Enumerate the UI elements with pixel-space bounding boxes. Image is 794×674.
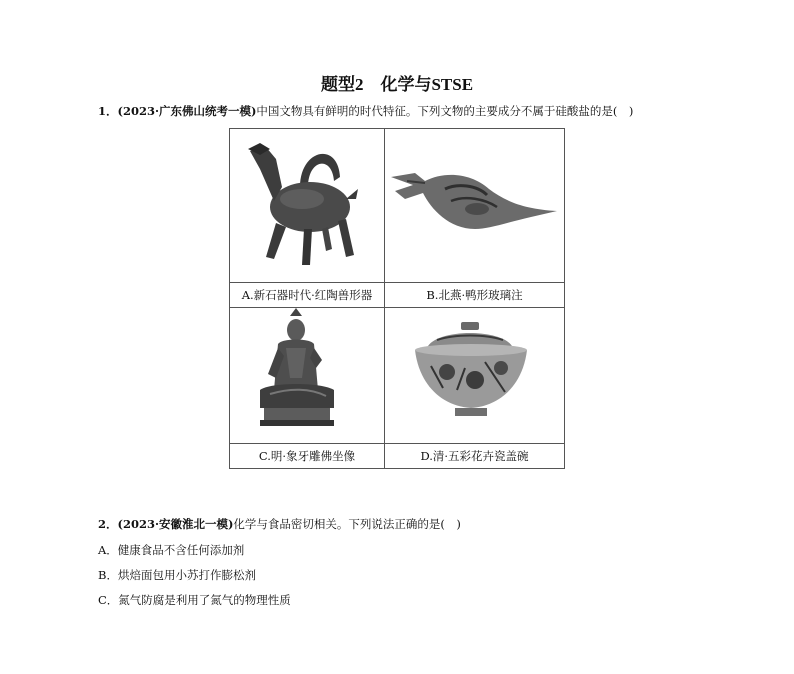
question-1 <box>98 103 633 119</box>
artifact-cell-d <box>385 308 564 468</box>
question-2-option-c: C．氮气防腐是利用了氮气的物理性质 <box>98 593 291 607</box>
artifact-caption-d: D.清·五彩花卉瓷盖碗 <box>385 443 564 468</box>
question-1-text: 中国文物具有鲜明的时代特征。下列文物的主要成分不属于硅酸盐的是( ) <box>256 104 634 118</box>
duck-glass-vessel-icon <box>385 129 564 283</box>
question-1-number: 1． <box>98 104 118 118</box>
page-title: 题型2 化学与STSE <box>320 75 474 94</box>
artifact-cell-c <box>230 308 384 468</box>
question-1-source: (2023·广东佛山统考一模) <box>117 104 257 118</box>
artifact-cell-b <box>385 129 564 307</box>
question-2 <box>98 516 461 532</box>
porcelain-lidded-bowl-icon <box>385 308 564 444</box>
question-2-number: 2． <box>98 517 118 531</box>
question-2-option-a: A．健康食品不含任何添加剂 <box>98 543 245 557</box>
artifact-caption-c: C.明·象牙雕佛坐像 <box>230 443 384 468</box>
ivory-buddha-statue-icon <box>230 308 384 444</box>
artifact-grid <box>229 128 565 469</box>
question-2-text: 化学与食品密切相关。下列说法正确的是( ) <box>233 517 461 531</box>
pottery-beast-vessel-icon <box>230 129 384 283</box>
question-2-option-b: B．烘焙面包用小苏打作膨松剂 <box>98 568 256 582</box>
artifact-cell-a <box>230 129 384 307</box>
artifact-caption-b: B.北燕·鸭形玻璃注 <box>385 282 564 307</box>
artifact-caption-a: A.新石器时代·红陶兽形器 <box>230 282 384 307</box>
question-2-source: (2023·安徽淮北一模) <box>117 517 234 531</box>
